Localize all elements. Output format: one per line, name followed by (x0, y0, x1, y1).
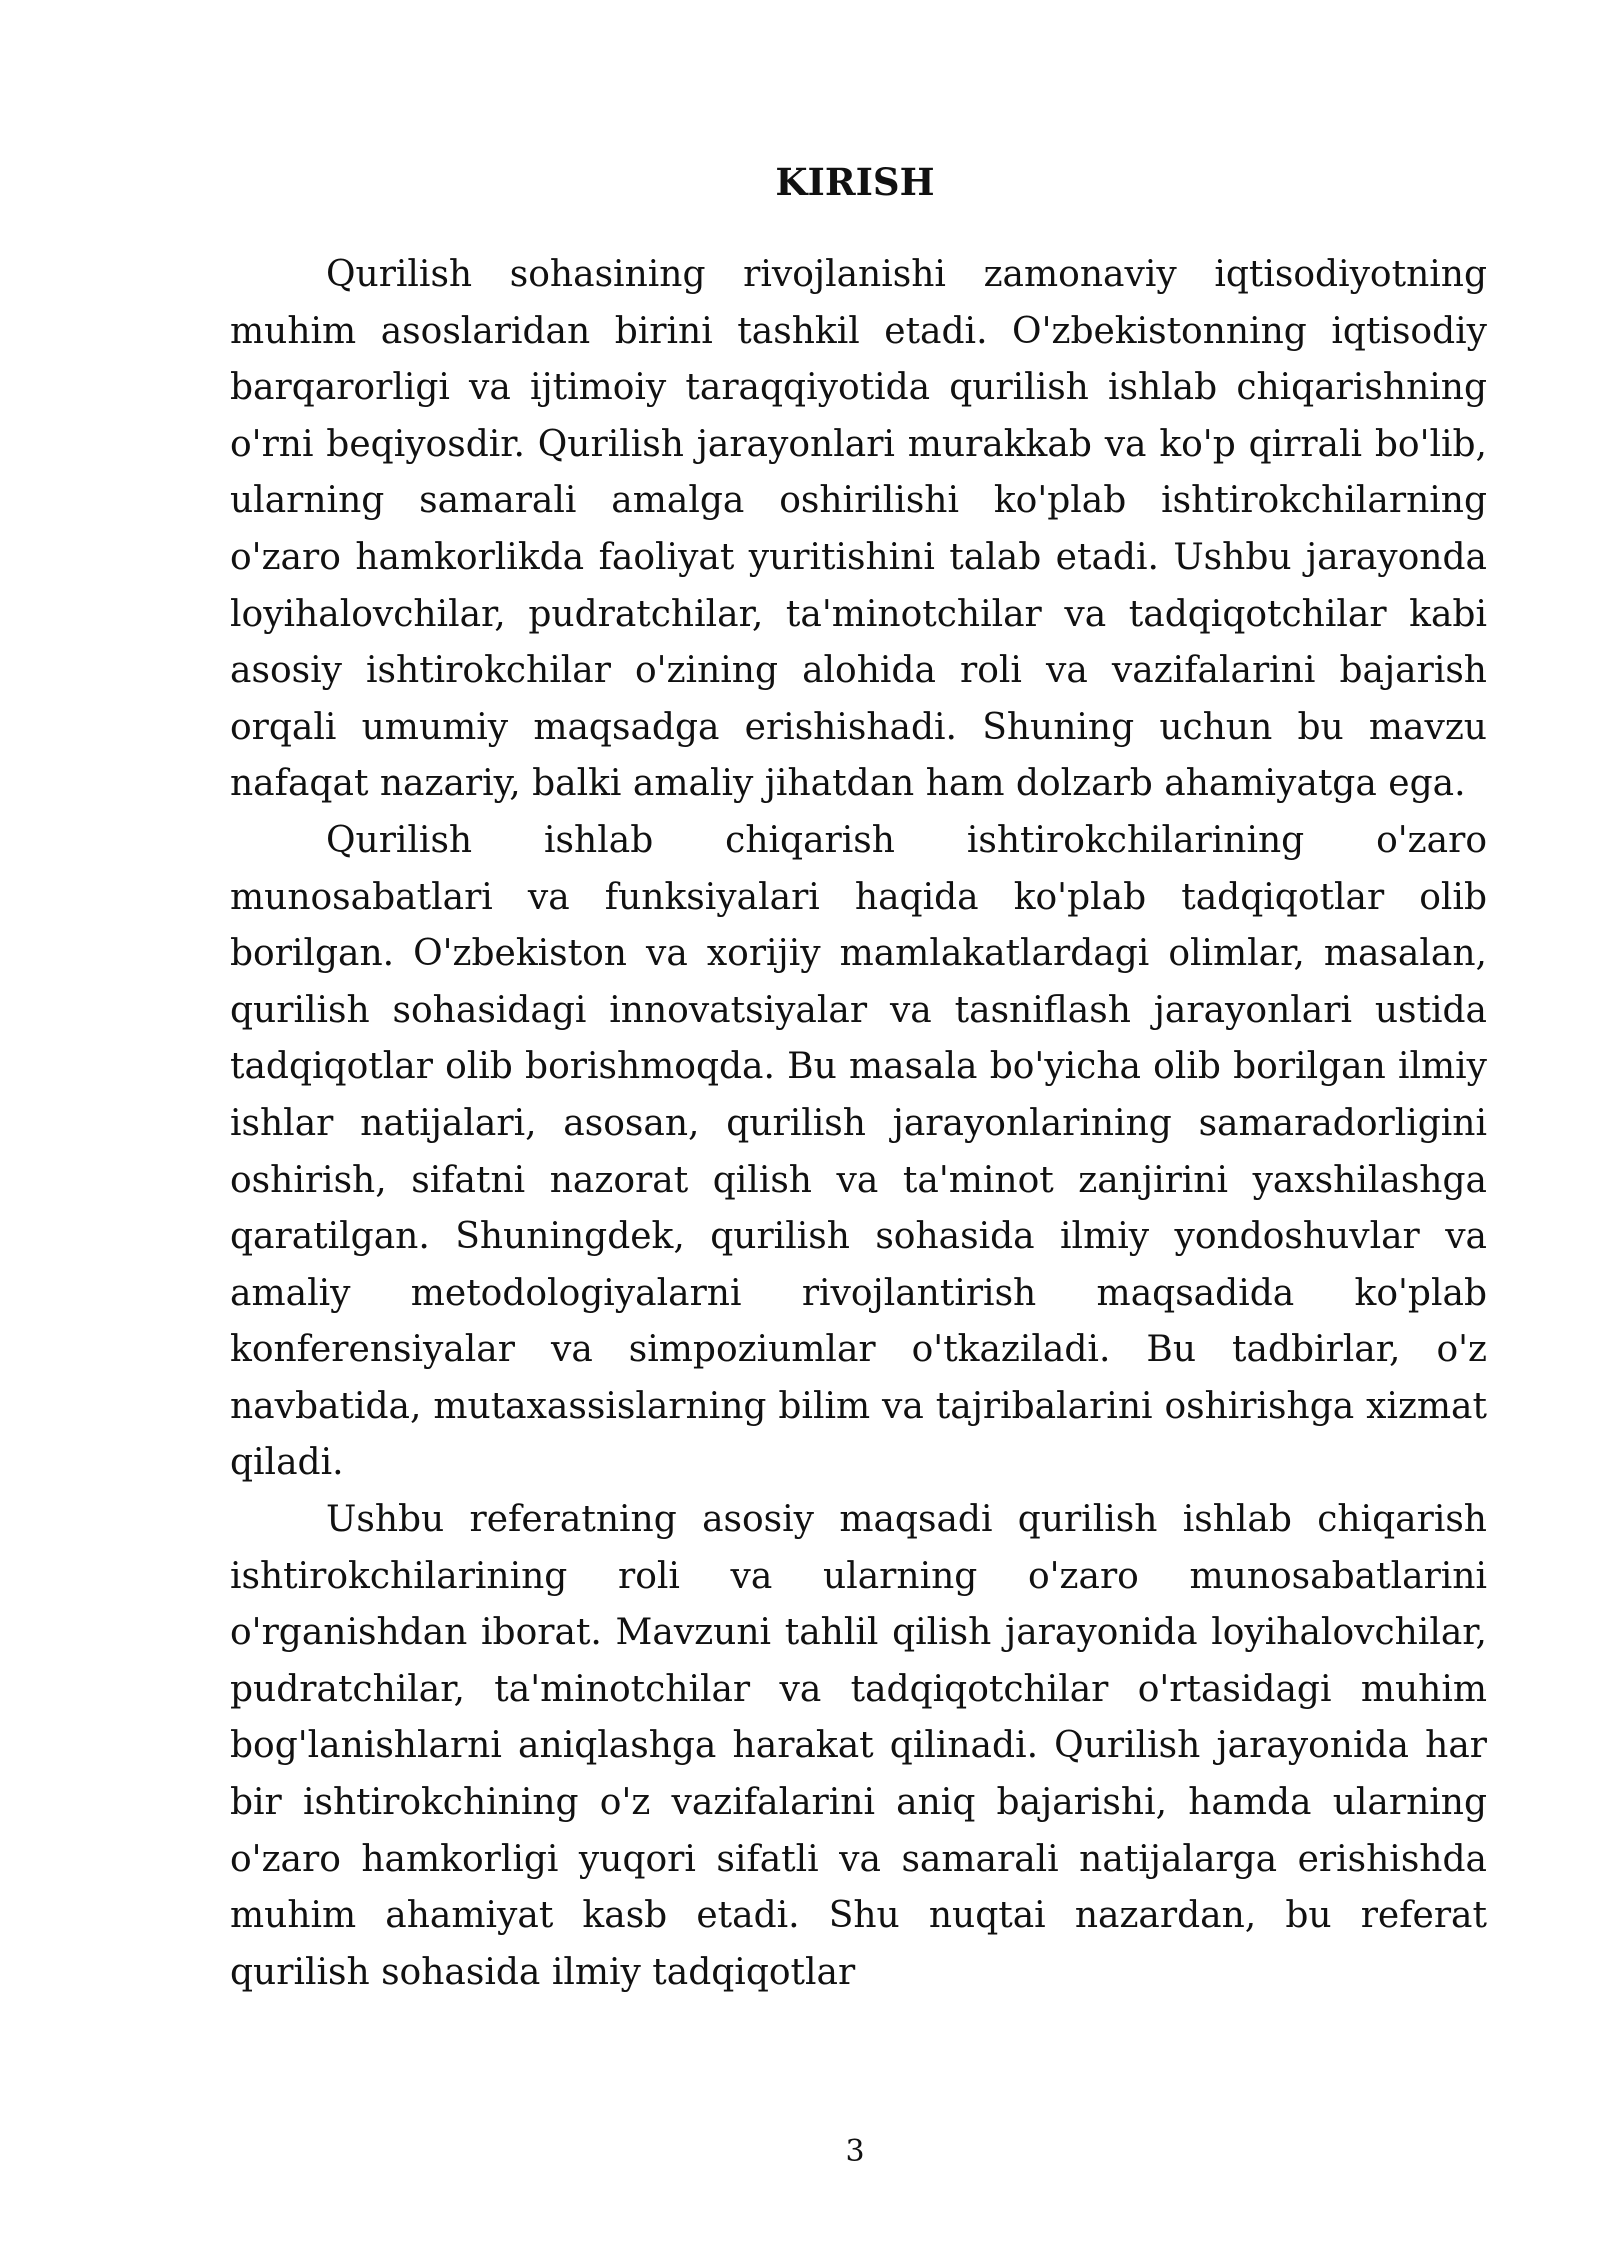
page-number: 3 (845, 2134, 865, 2169)
section-title: KIRISH (775, 160, 935, 204)
paragraph: Qurilish sohasining rivojlanishi zamonaviy iqtisodiyotning muhim asoslaridan birini tashkil etadi. O'zbekistonning iqtisodiy barqarorligi va ijtimoiy taraqqiyotida qurilish ishlab chiqarishning o'rni beqiyosdir. Qurilish jarayonlari murakkab va ko'p qirrali bo'lib, ularning samarali amalga oshirilishi ko'plab ishtirokchilarning o'zaro hamkorlikda faoliyat yuritishini talab etadi. Ushbu jarayonda loyihalovchilar, pudratchilar, ta'minotchilar va tadqiqotchilar kabi asosiy ishtirokchilar o'zining alohida roli va vazifalarini bajarish orqali umumiy maqsadga erishishadi. Shuning uchun bu mavzu nafaqat nazariy, balki amaliy jihatdan ham dolzarb ahamiyatga ega. (230, 254, 1487, 805)
body-text (230, 247, 1487, 2001)
paragraph: Ushbu referatning asosiy maqsadi qurilish ishlab chiqarish ishtirokchilarining roli va ularning o'zaro munosabatlarini o'rganishdan iborat. Mavzuni tahlil qilish jarayonida loyihalovchilar, pudratchilar, ta'minotchilar va tadqiqotchilar o'rtasidagi muhim bog'lanishlarni aniqlashga harakat qilinadi. Qurilish jarayonida har bir ishtirokchining o'z vazifalarini aniq bajarishi, hamda ularning o'zaro hamkorligi yuqori sifatli va samarali natijalarga erishishda muhim ahamiyat kasb etadi. Shu nuqtai nazardan, bu referat qurilish sohasida ilmiy tadqiqotlar (230, 1499, 1487, 1993)
paragraph: Qurilish ishlab chiqarish ishtirokchilarining o'zaro munosabatlari va funksiyalari haqida ko'plab tadqiqotlar olib borilgan. O'zbekiston va xorijiy mamlakatlardagi olimlar, masalan, qurilish sohasidagi innovatsiyalar va tasniflash jarayonlari ustida tadqiqotlar olib borishmoqda. Bu masala bo'yicha olib borilgan ilmiy ishlar natijalari, asosan, qurilish jarayonlarining samaradorligini oshirish, sifatni nazorat qilish va ta'minot zanjirini yaxshilashga qaratilgan. Shuningdek, qurilish sohasida ilmiy yondoshuvlar va amaliy metodologiyalarni rivojlantirish maqsadida ko'plab konferensiyalar va simpoziumlar o'tkaziladi. Bu tadbirlar, o'z navbatida, mutaxassislarning bilim va tajribalarini oshirishga xizmat qiladi. (230, 819, 1487, 1484)
